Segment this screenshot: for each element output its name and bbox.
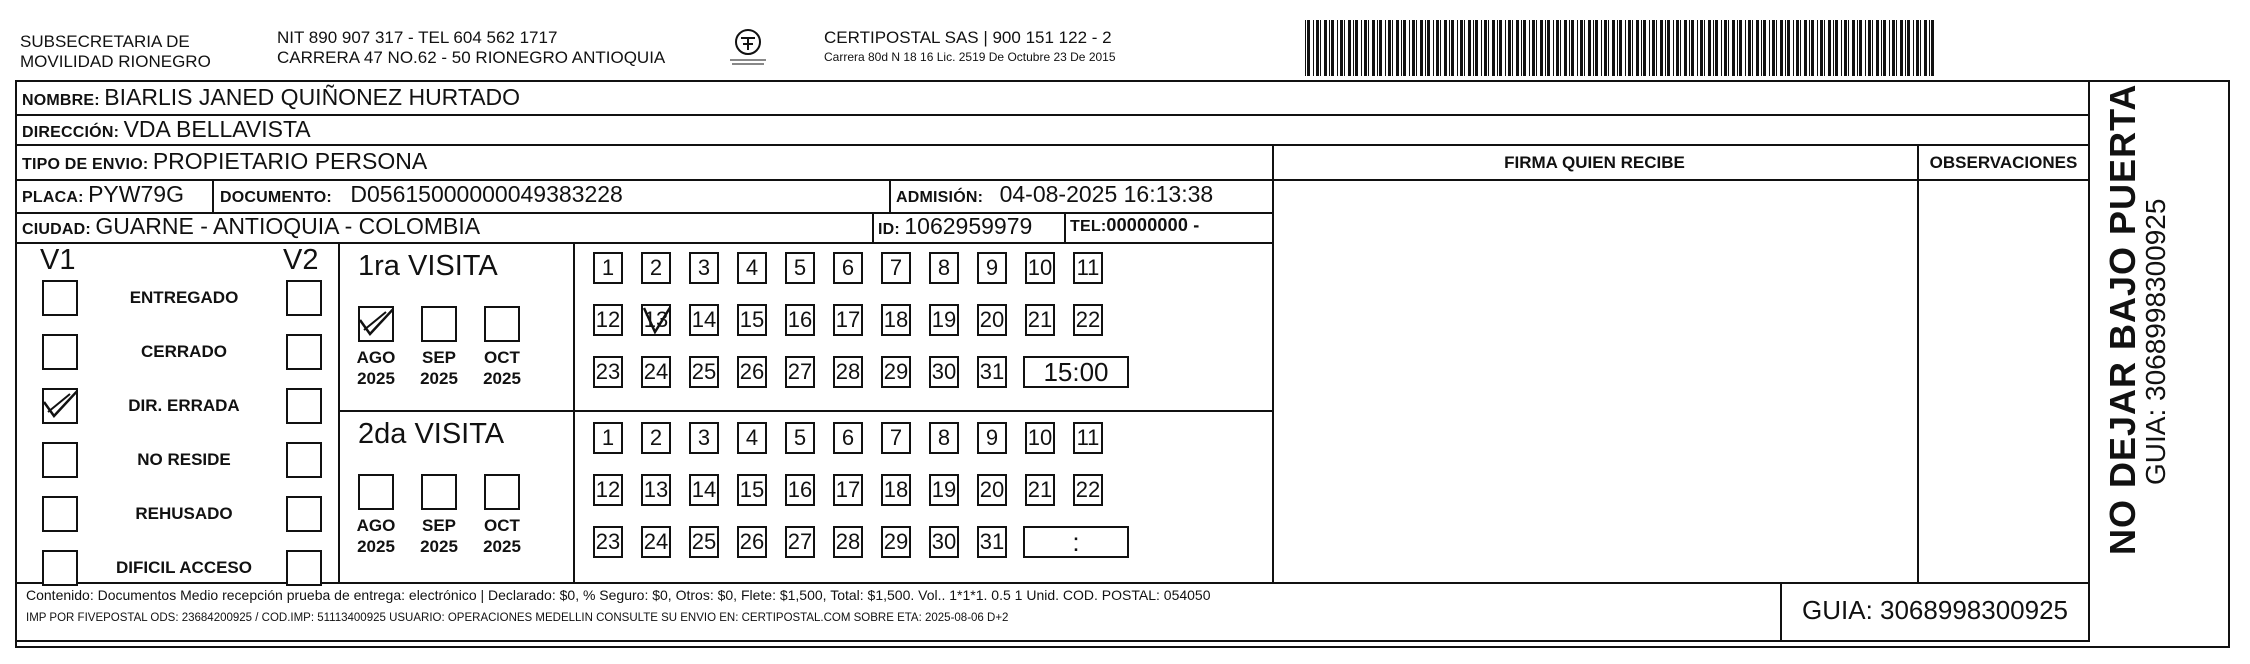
v2-checkbox-entregado[interactable] [286,280,322,316]
year-label: 2025 [483,369,521,388]
footer-guia: GUIA: 3068998300925 [1802,595,2068,625]
day-box[interactable]: 20 [977,304,1007,336]
nombre-value: BIARLIS JANED QUIÑONEZ HURTADO [104,84,521,110]
documento-label: DOCUMENTO: [220,189,332,206]
day-box[interactable]: 13 [641,304,671,336]
v1-checkbox-cerrado[interactable] [42,334,78,370]
direccion-row [22,116,311,143]
visit1-title: 1ra VISITA [358,250,498,282]
day-box[interactable]: 1 [593,422,623,454]
visit2-title: 2da VISITA [358,418,505,450]
day-box[interactable]: 6 [833,252,863,284]
direccion-value: VDA BELLAVISTA [123,116,311,142]
v2-checkbox-no-reside[interactable] [286,442,322,478]
day-box[interactable]: 17 [833,474,863,506]
side-warning: NO DEJAR BAJO PUERTA [2102,83,2143,555]
month-checkbox-ago[interactable] [358,306,394,342]
placa-value: PYW79G [88,181,184,207]
day-box[interactable]: 12 [593,474,623,506]
option-label-dificil-acceso: DIFICIL ACCESO [115,558,252,577]
admision-row [896,181,1213,208]
day-box[interactable]: 30 [929,356,959,388]
admision-label: ADMISIÓN: [896,189,984,206]
org-line-1: SUBSECRETARIA DE [20,32,190,51]
day-box[interactable]: 29 [881,356,911,388]
documento-value: D05615000000049383228 [350,181,623,207]
nombre-label: NOMBRE: [22,92,100,109]
day-box[interactable]: 27 [785,526,815,558]
month-label: OCT [484,516,520,535]
day-box[interactable]: 10 [1025,252,1055,284]
month-checkbox-ago[interactable] [358,474,394,510]
day-box[interactable]: 23 [593,356,623,388]
day-box[interactable]: 1 [593,252,623,284]
month-label: OCT [484,348,520,367]
nombre-row [22,84,520,111]
v1-checkbox-dir-errada[interactable] [42,388,78,424]
day-box[interactable]: 9 [977,252,1007,284]
month-label: SEP [421,348,457,367]
day-box[interactable]: 14 [689,304,719,336]
year-label: 2025 [483,537,521,556]
tel-value: 00000000 - [1106,215,1200,235]
day-box[interactable]: 28 [833,526,863,558]
option-label-rehusado: REHUSADO [135,504,233,523]
day-box[interactable]: 5 [785,422,815,454]
id-value: 1062959979 [904,213,1033,239]
day-box[interactable]: 11 [1073,422,1103,454]
day-box[interactable]: 26 [737,526,767,558]
v1-header: V1 [40,244,76,276]
time-box[interactable]: : [1023,526,1129,558]
day-box[interactable]: 5 [785,252,815,284]
tel-label: TEL: [1070,218,1107,235]
footer-imp: IMP POR FIVEPOSTAL ODS: 23684200925 / COD.IMP: 51113400925 USUARIO: OPERACIONES MEDELLIN CONSULTE SU ENVIO EN: CERTIPOSTAL.COM SOBRE ETA: 2025-08-06 D+2 [26,612,1009,624]
day-box[interactable]: 30 [929,526,959,558]
day-box[interactable]: 19 [929,474,959,506]
org-contact [277,28,665,68]
certipostal-logo-icon [728,26,768,68]
option-label-entregado: ENTREGADO [129,288,239,307]
v2-checkbox-rehusado[interactable] [286,496,322,532]
v1-checkbox-entregado[interactable] [42,280,78,316]
day-box[interactable]: 21 [1025,474,1055,506]
v1-checkbox-dificil-acceso[interactable] [42,550,78,586]
day-box[interactable]: 9 [977,422,1007,454]
month-label: SEP [421,516,457,535]
courier-line-2: Carrera 80d N 18 16 Lic. 2519 De Octubre 23 De 2015 [824,50,1116,64]
courier-info [824,28,1116,66]
side-guia: GUIA: 3068998300925 [2140,198,2171,485]
year-label: 2025 [420,369,458,388]
option-label-cerrado: CERRADO [141,342,227,361]
month-label: AGO [356,348,396,367]
day-box[interactable]: 24 [641,526,671,558]
firma-header: FIRMA QUIEN RECIBE [1504,153,1685,172]
org-name [20,32,211,72]
day-box[interactable]: 31 [977,356,1007,388]
month-checkbox-sep[interactable] [421,306,457,342]
address-line: CARRERA 47 NO.62 - 50 RIONEGRO ANTIOQUIA [277,48,666,67]
ciudad-value: GUARNE - ANTIOQUIA - COLOMBIA [95,213,481,239]
day-box[interactable]: 10 [1025,422,1055,454]
day-box[interactable]: 25 [689,356,719,388]
option-label-dir-errada: DIR. ERRADA [128,396,240,415]
day-box[interactable]: 15 [737,474,767,506]
day-box[interactable]: 2 [641,422,671,454]
option-label-no-reside: NO RESIDE [137,450,231,469]
day-box[interactable]: 7 [881,252,911,284]
year-label: 2025 [357,369,395,388]
day-box[interactable]: 18 [881,304,911,336]
day-box[interactable]: 7 [881,422,911,454]
tel-row [1070,215,1199,236]
placa-label: PLACA: [22,189,84,206]
day-box[interactable]: 11 [1073,252,1103,284]
tipo-row [22,148,427,175]
year-label: 2025 [357,537,395,556]
day-box[interactable]: 19 [929,304,959,336]
day-box[interactable]: 22 [1073,474,1103,506]
placa-row [22,181,184,208]
day-box[interactable]: 8 [929,252,959,284]
day-box[interactable]: 23 [593,526,623,558]
month-checkbox-sep[interactable] [421,474,457,510]
day-box[interactable]: 29 [881,526,911,558]
month-checkbox-oct[interactable] [484,306,520,342]
v2-checkbox-dificil-acceso[interactable] [286,550,322,586]
v2-header: V2 [283,244,319,276]
direccion-label: DIRECCIÓN: [22,124,120,141]
observaciones-header: OBSERVACIONES [1929,153,2078,172]
day-box[interactable]: 4 [737,252,767,284]
ciudad-row [22,213,480,240]
day-box[interactable]: 31 [977,526,1007,558]
day-box[interactable]: 26 [737,356,767,388]
month-label: AGO [356,516,396,535]
v1-checkbox-no-reside[interactable] [42,442,78,478]
courier-line-1: CERTIPOSTAL SAS | 900 151 122 - 2 [824,28,1112,47]
day-box[interactable]: 14 [689,474,719,506]
ciudad-label: CIUDAD: [22,221,91,238]
day-box[interactable]: 16 [785,474,815,506]
day-box[interactable]: 22 [1073,304,1103,336]
time-box[interactable]: 15:00 [1023,356,1129,388]
day-box[interactable]: 20 [977,474,1007,506]
documento-row [220,181,623,208]
day-box[interactable]: 15 [737,304,767,336]
day-box[interactable]: 12 [593,304,623,336]
barcode [1305,20,1940,76]
nit-line: NIT 890 907 317 - TEL 604 562 1717 [277,28,558,47]
id-label: ID: [878,221,900,238]
day-box[interactable]: 6 [833,422,863,454]
v2-checkbox-cerrado[interactable] [286,334,322,370]
day-box[interactable]: 24 [641,356,671,388]
day-box[interactable]: 18 [881,474,911,506]
tipo-value: PROPIETARIO PERSONA [152,148,428,174]
day-box[interactable]: 25 [689,526,719,558]
day-box[interactable]: 17 [833,304,863,336]
day-box[interactable]: 2 [641,252,671,284]
day-box[interactable]: 28 [833,356,863,388]
v1-checkbox-rehusado[interactable] [42,496,78,532]
id-row [878,213,1032,240]
day-box[interactable]: 27 [785,356,815,388]
day-box[interactable]: 8 [929,422,959,454]
tipo-label: TIPO DE ENVIO: [22,156,149,173]
month-checkbox-oct[interactable] [484,474,520,510]
day-box[interactable]: 21 [1025,304,1055,336]
day-box[interactable]: 13 [641,474,671,506]
admision-value: 04-08-2025 16:13:38 [999,181,1214,207]
day-box[interactable]: 16 [785,304,815,336]
footer-contenido: Contenido: Documentos Medio recepción prueba de entrega: electrónico | Declarado: $0, % Seguro: $0, Otros: $0, Flete: $1,500, Total: $1,500. Vol.. 1*1*1. 0.5 1 Unid. COD. POSTAL: 054050 [26,587,1211,603]
day-box[interactable]: 3 [689,252,719,284]
org-line-2: MOVILIDAD RIONEGRO [20,52,211,71]
day-box[interactable]: 3 [689,422,719,454]
v2-checkbox-dir-errada[interactable] [286,388,322,424]
year-label: 2025 [420,537,458,556]
day-box[interactable]: 4 [737,422,767,454]
